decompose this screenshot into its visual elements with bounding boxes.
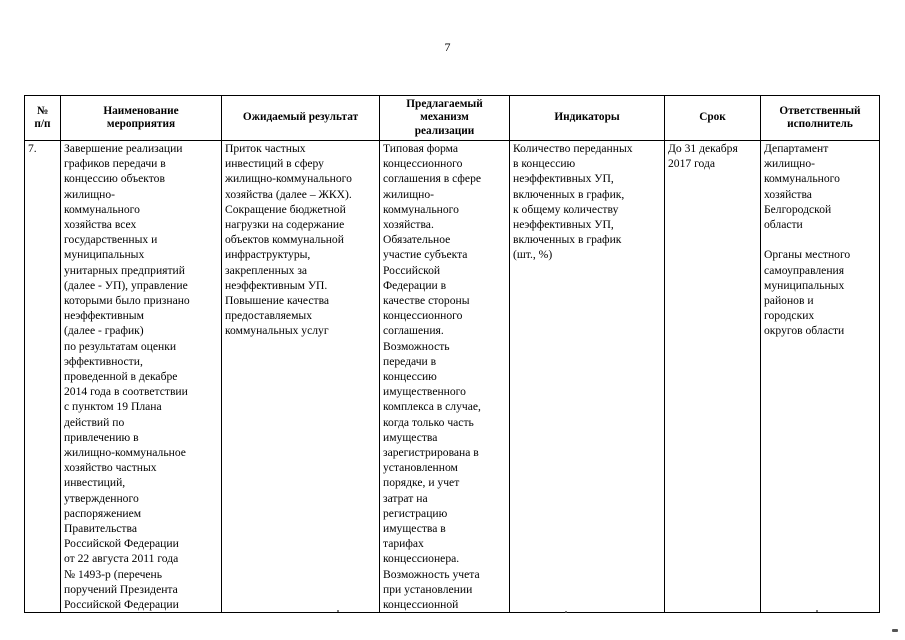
cell-result: Приток частных инвестиций в сферу жилищно-коммунального хозяйства (далее – ЖКХ). Сокращение бюджетной нагрузки на содержание объектов коммунальной инфраструктуры, закрепленных за неэффективным УП. Повышение качества предоставляемых коммунальных услуг [222,141,380,613]
cell-responsible: Департамент жилищно- коммунального хозяйства Белгородской области Органы местного самоуправления муниципальных районов и городских округов области [761,141,880,613]
cell-deadline: До 31 декабря 2017 года [665,141,761,613]
header-number: № п/п [25,96,61,141]
cell-name: Завершение реализации графиков передачи в концессию объектов жилищно- коммунального хозяйства всех государственных и муниципальных унитарных предприятий (далее - УП), управление которыми было признано неэффективным (далее - график) по результатам оценки эффективности, проведенной в декабре 2014 года в соответствии с пунктом 19 Плана действий по привлечению в жилищно-коммунальное хозяйство частных инвестиций, утвержденного распоряжением Правительства Российской Федерации от 22 августа 2011 года № 1493-р (перечень поручений Президента Российской Федерации [61,141,222,613]
header-mechanism: Предлагаемый механизм реализации [380,96,510,141]
header-deadline: Срок [665,96,761,141]
header-responsible: Ответственный исполнитель [761,96,880,141]
measures-table [24,95,880,613]
scan-speck [565,611,567,613]
page-number: 7 [444,40,451,54]
table-row [25,141,880,613]
header-name: Наименование мероприятия [61,96,222,141]
table-header-row [25,96,880,141]
header-result: Ожидаемый результат [222,96,380,141]
scan-speck [892,629,898,632]
scan-speck [337,610,339,612]
scan-speck [816,610,818,612]
header-indicators: Индикаторы [510,96,665,141]
cell-indicators: Количество переданных в концессию неэффективных УП, включенных в график, к общему количеству неэффективных УП, включенных в график (шт., %) [510,141,665,613]
cell-number: 7. [25,141,61,613]
cell-mechanism: Типовая форма концессионного соглашения в сфере жилищно- коммунального хозяйства. Обязательное участие субъекта Российской Федерации в качестве стороны концессионного соглашения. Возможность передачи в концессию имущественного комплекса в случае, когда только часть имущества зарегистрирована в установленном порядке, и учет затрат на регистрацию имущества в тарифах концессионера. Возможность учета при установлении концессионной [380,141,510,613]
